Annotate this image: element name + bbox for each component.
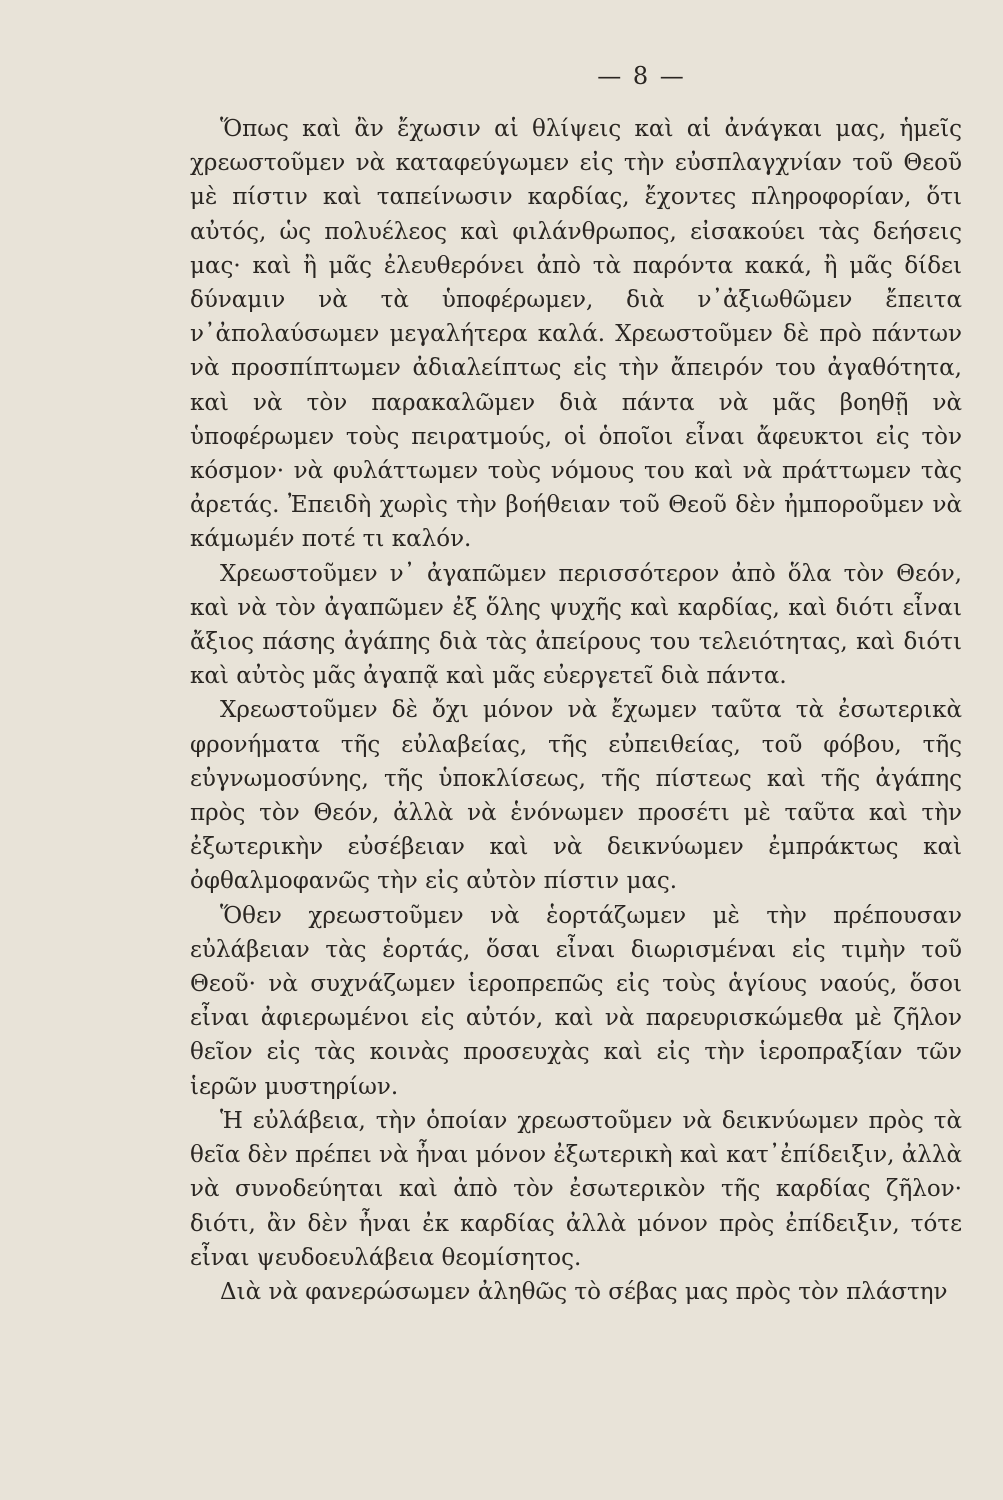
paragraph-6: Διὰ νὰ φανερώσωμεν ἀληθῶς τὸ σέβας μας πρὸς τὸν πλάστην (220, 1278, 948, 1305)
page-number: — 8 — (597, 62, 686, 90)
paragraph-5: Ἡ εὐλάβεια, τὴν ὁποίαν χρεωστοῦμεν νὰ δεικνύωμεν πρὸς τὰ θεῖα δὲν πρέπει νὰ ἦναι μόνον ἐξωτερικὴ καὶ κατ᾽ἐπίδειξιν, ἀλλὰ νὰ συνοδεύηται καὶ ἀπὸ τὸν ἐσωτερικὸν τῆς καρδίας ζῆλον· διότι, ἂν δὲν ἦναι ἐκ καρδίας ἀλλὰ μόνον πρὸς ἐπίδειξιν, τότε εἶναι ψευδοευλάβεια θεομίσητος. (190, 1107, 962, 1271)
paragraph-2: Χρεωστοῦμεν ν᾽ ἀγαπῶμεν περισσότερον ἀπὸ ὅλα τὸν Θεόν, καὶ νὰ τὸν ἀγαπῶμεν ἐξ ὅλης ψυχῆς καὶ καρδίας, καὶ διότι εἶναι ἄξιος πάσης ἀγάπης διὰ τὰς ἀπείρους του τελειότητας, καὶ διότι καὶ αὐτὸς μᾶς ἀγαπᾷ καὶ μᾶς εὐεργετεῖ διὰ πάντα. (190, 560, 962, 690)
body-text (190, 112, 962, 1309)
paragraph-1: Ὅπως καὶ ἂν ἔχωσιν αἱ θλίψεις καὶ αἱ ἀνάγκαι μας, ἡμεῖς χρεωστοῦμεν νὰ καταφεύγωμεν εἰς τὴν εὐσπλαγχνίαν τοῦ Θεοῦ μὲ πίστιν καὶ ταπείνωσιν καρδίας, ἔχοντες πληροφορίαν, ὅτι αὐτός, ὡς πολυέλεος καὶ φιλάνθρωπος, εἰσακούει τὰς δεήσεις μας· καὶ ἢ μᾶς ἐλευθερόνει ἀπὸ τὰ παρόντα κακά, ἢ μᾶς δίδει δύναμιν νὰ τὰ ὑποφέρωμεν, διὰ ν᾽ἀξιωθῶμεν ἔπειτα ν᾽ἀπολαύσωμεν μεγαλήτερα καλά. Χρεωστοῦμεν δὲ πρὸ πάντων νὰ προσπίπτωμεν ἀδιαλείπτως εἰς τὴν ἄπειρόν του ἀγαθότητα, καὶ νὰ τὸν παρακαλῶμεν διὰ πάντα νὰ μᾶς βοηθῇ νὰ ὑποφέρωμεν τοὺς πειρατμούς, οἱ ὁποῖοι εἶναι ἄφευκτοι εἰς τὸν κόσμον· νὰ φυλάττωμεν τοὺς νόμους του καὶ νὰ πράττωμεν τὰς ἀρετάς. Ἐπειδὴ χωρὶς τὴν βοήθειαν τοῦ Θεοῦ δὲν ἠμποροῦμεν νὰ κάμωμέν ποτέ τι καλόν. (190, 116, 962, 553)
paragraph-4: Ὅθεν χρεωστοῦμεν νὰ ἑορτάζωμεν μὲ τὴν πρέπουσαν εὐλάβειαν τὰς ἑορτάς, ὅσαι εἶναι διωρισμέναι εἰς τιμὴν τοῦ Θεοῦ· νὰ συχνάζωμεν ἱεροπρεπῶς εἰς τοὺς ἁγίους ναούς, ὅσοι εἶναι ἀφιερωμένοι εἰς αὐτόν, καὶ νὰ παρευρισκώμεθα μὲ ζῆλον θεῖον εἰς τὰς κοινὰς προσευχὰς καὶ εἰς τὴν ἱεροπραξίαν τῶν ἱερῶν μυστηρίων. (190, 902, 962, 1100)
paragraph-3: Χρεωστοῦμεν δὲ ὄχι μόνον νὰ ἔχωμεν ταῦτα τὰ ἐσωτερικὰ φρονήματα τῆς εὐλαβείας, τῆς εὐπειθείας, τοῦ φόβου, τῆς εὐγνωμοσύνης, τῆς ὑποκλίσεως, τῆς πίστεως καὶ τῆς ἀγάπης πρὸς τὸν Θεόν, ἀλλὰ νὰ ἑνόνωμεν προσέτι μὲ ταῦτα καὶ τὴν ἐξωτερικὴν εὐσέβειαν καὶ νὰ δεικνύωμεν ἐμπράκτως καὶ ὀφθαλμοφανῶς τὴν εἰς αὐτὸν πίστιν μας. (190, 697, 962, 895)
